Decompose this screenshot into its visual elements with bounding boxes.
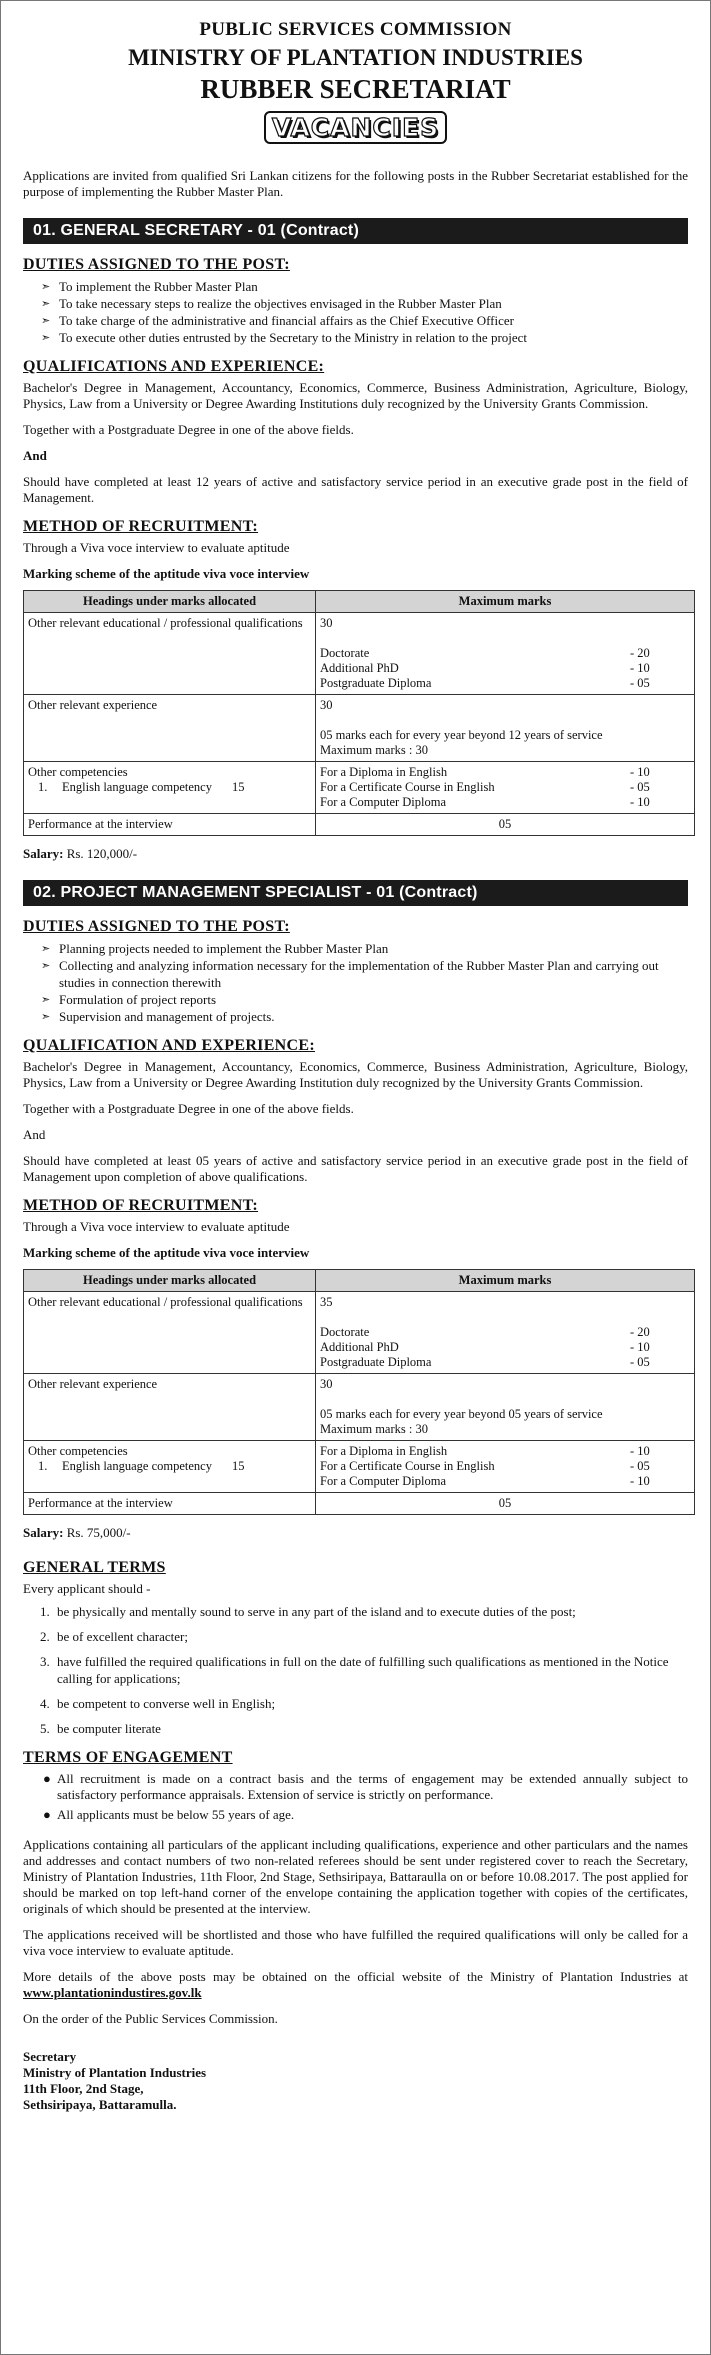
- list-item: 2. be of excellent character;: [53, 1628, 688, 1645]
- post1-salary: Salary: Rs. 120,000/-: [23, 846, 138, 861]
- post2-qualifications-heading: QUALIFICATION AND EXPERIENCE:: [23, 1037, 315, 1054]
- table-row: Other relevant experience 30 05 marks each for every year beyond 05 years of service Maximum marks : 30: [24, 1374, 695, 1441]
- ministry-title: MINISTRY OF PLANTATION INDUSTRIES: [128, 45, 583, 70]
- table-row: Other relevant experience 30 05 marks each for every year beyond 12 years of service Maximum marks : 30: [24, 695, 695, 762]
- post1-and: And: [23, 448, 47, 463]
- post1-postgrad-text: Together with a Postgraduate Degree in one of the above fields.: [23, 422, 354, 437]
- commission-title: PUBLIC SERVICES COMMISSION: [199, 19, 512, 40]
- list-item: ➣ Planning projects needed to implement the Rubber Master Plan: [41, 941, 389, 956]
- table-row: Other competencies 1. English language competency 15 For a Diploma in English - 10 For a Certificate Course in English - 05 For a Computer Diploma - 10: [24, 762, 695, 814]
- table-row: Other relevant educational / professional qualifications 35 Doctorate - 20 Additional PhD - 10 Postgraduate Diploma - 05: [24, 1292, 695, 1374]
- application-instructions: Applications containing all particulars of the applicant including qualifications, experience and other particulars and the names and addresses and contact numbers of two non-related referees should be sent under registered cover to reach the Secretary, Ministry of Plantation Industries, 11th Floor, 2nd Stage, Sethsiripaya, Battaraulla on or before 10.08.2017. The post applied for should be marked on top left-hand corner of the envelope containing the application together with copies of the certificates, originals of which should be presented at the interview.: [23, 1837, 688, 1916]
- post2-method-heading: METHOD OF RECRUITMENT:: [23, 1197, 259, 1214]
- table-header: Maximum marks: [316, 591, 695, 613]
- post2-marks-table: [23, 1269, 695, 1515]
- list-item: ➣ Formulation of project reports: [41, 992, 217, 1007]
- post1-title-bar: 01. GENERAL SECRETARY - 01 (Contract): [23, 218, 688, 244]
- post2-marking-heading: Marking scheme of the aptitude viva voce interview: [23, 1245, 310, 1260]
- general-terms-heading: GENERAL TERMS: [23, 1559, 166, 1576]
- table-row: Other competencies 1. English language competency 15 For a Diploma in English - 10 For a Certificate Course in English - 05 For a Computer Diploma - 10: [24, 1441, 695, 1493]
- engagement-heading: TERMS OF ENGAGEMENT: [23, 1749, 233, 1766]
- list-item: ● All recruitment is made on a contract basis and the terms of engagement may be extended annually subject to satisfactory performance appraisals. Extension of service is strictly on performance.: [43, 1771, 688, 1802]
- list-item: ➣ Supervision and management of projects.: [41, 1009, 275, 1024]
- list-item: ➣ To execute other duties entrusted by the Secretary to the Ministry in relation to the project: [41, 330, 528, 345]
- list-item: 3. have fulfilled the required qualifications in full on the date of fulfilling such qualifications as mentioned in the Notice calling for applications;: [53, 1653, 688, 1687]
- general-terms-lead: Every applicant should -: [23, 1581, 151, 1596]
- arrow-bullet-icon: ➣: [41, 297, 51, 310]
- post2-and: And: [23, 1127, 46, 1142]
- post2-title-bar: 02. PROJECT MANAGEMENT SPECIALIST - 01 (Contract): [23, 880, 688, 906]
- post1-qualifications-text: Bachelor's Degree in Management, Accountancy, Economics, Commerce, Business Administration, Agriculture, Biology, Physics, Law from a University or Degree Awarding Institutions duly recognized by the University Grants Commission.: [23, 380, 688, 411]
- list-item: 1. be physically and mentally sound to serve in any part of the island and to execute duties of the post;: [53, 1603, 688, 1620]
- signature-title: Secretary: [23, 2049, 77, 2064]
- arrow-bullet-icon: ➣: [41, 993, 51, 1006]
- post2-method-text: Through a Viva voce interview to evaluate aptitude: [23, 1219, 290, 1234]
- post1-service-text: Should have completed at least 12 years of active and satisfactory service period in an executive grade post in the field of Management.: [23, 474, 688, 505]
- round-bullet-icon: ●: [43, 1807, 51, 1822]
- post2-duties-list: [23, 940, 688, 1025]
- table-header: Maximum marks: [316, 1270, 695, 1292]
- list-item: ➣ To take necessary steps to realize the objectives envisaged in the Rubber Master Plan: [41, 296, 502, 311]
- table-row: Performance at the interview 05: [24, 814, 695, 836]
- post1-method-heading: METHOD OF RECRUITMENT:: [23, 518, 259, 535]
- table-header: Headings under marks allocated: [24, 591, 316, 613]
- engagement-list: [23, 1771, 688, 1823]
- post2-qualifications-text: Bachelor's Degree in Management, Accountancy, Economics, Commerce, Business Administration, Agriculture, Biology, Physics, Law from a University or Degree Awarding Institution duly recognized by the University Grants Commission.: [23, 1059, 688, 1090]
- arrow-bullet-icon: ➣: [41, 1010, 51, 1023]
- list-item: ➣ To implement the Rubber Master Plan: [41, 279, 258, 294]
- post2-duties-heading: DUTIES ASSIGNED TO THE POST:: [23, 918, 290, 935]
- post1-duties-heading: DUTIES ASSIGNED TO THE POST:: [23, 256, 290, 273]
- round-bullet-icon: ●: [43, 1771, 51, 1786]
- intro-paragraph: Applications are invited from qualified Sri Lankan citizens for the following posts in the Rubber Secretariat established for the purpose of implementing the Rubber Master Plan.: [23, 168, 688, 199]
- list-item: 4. be competent to converse well in English;: [53, 1695, 688, 1712]
- post1-marks-table: [23, 590, 695, 836]
- secretariat-title: RUBBER SECRETARIAT: [200, 74, 511, 104]
- post1-duties-list: [23, 278, 688, 346]
- signature-address-1: 11th Floor, 2nd Stage,: [23, 2081, 144, 2096]
- post2-postgrad-text: Together with a Postgraduate Degree in one of the above fields.: [23, 1101, 354, 1116]
- list-item: ➣ To take charge of the administrative and financial affairs as the Chief Executive Officer: [41, 313, 514, 328]
- table-row: Other relevant educational / professional qualifications 30 Doctorate - 20 Additional PhD - 10 Postgraduate Diploma - 05: [24, 613, 695, 695]
- list-item: 5. be computer literate: [53, 1720, 688, 1737]
- shortlisting-note: The applications received will be shortlisted and those who have fulfilled the required qualifications will only be called for a viva voce interview to evaluate aptitude.: [23, 1927, 688, 1958]
- arrow-bullet-icon: ➣: [41, 314, 51, 327]
- list-item: ● All applicants must be below 55 years of age.: [43, 1807, 295, 1822]
- table-header: Headings under marks allocated: [24, 1270, 316, 1292]
- table-row: Performance at the interview 05: [24, 1493, 695, 1515]
- arrow-bullet-icon: ➣: [41, 959, 51, 972]
- arrow-bullet-icon: ➣: [41, 942, 51, 955]
- general-terms-list: [23, 1603, 688, 1737]
- post1-marking-heading: Marking scheme of the aptitude viva voce interview: [23, 566, 310, 581]
- post1-method-text: Through a Viva voce interview to evaluate aptitude: [23, 540, 290, 555]
- signature-address-2: Sethsiripaya, Battaramulla.: [23, 2097, 177, 2112]
- vacancies-banner: VACANCIES: [264, 111, 447, 144]
- list-item: ➣ Collecting and analyzing information necessary for the implementation of the Rubber Master Plan and carrying out studies in connection therewith: [41, 958, 659, 990]
- post2-salary: Salary: Rs. 75,000/-: [23, 1525, 131, 1540]
- post2-service-text: Should have completed at least 05 years of active and satisfactory service period in an executive grade post in the field of Management upon completion of above qualifications.: [23, 1153, 688, 1184]
- website-link[interactable]: www.plantationindustires.gov.lk: [23, 1985, 202, 2000]
- post1-qualifications-heading: QUALIFICATIONS AND EXPERIENCE:: [23, 358, 325, 375]
- website-note: More details of the above posts may be obtained on the official website of the Ministry of Plantation Industries at www.plantationindustires.gov.lk: [23, 1969, 688, 2000]
- signature-ministry: Ministry of Plantation Industries: [23, 2065, 207, 2080]
- arrow-bullet-icon: ➣: [41, 331, 51, 344]
- order-note: On the order of the Public Services Commission.: [23, 2011, 278, 2026]
- arrow-bullet-icon: ➣: [41, 280, 51, 293]
